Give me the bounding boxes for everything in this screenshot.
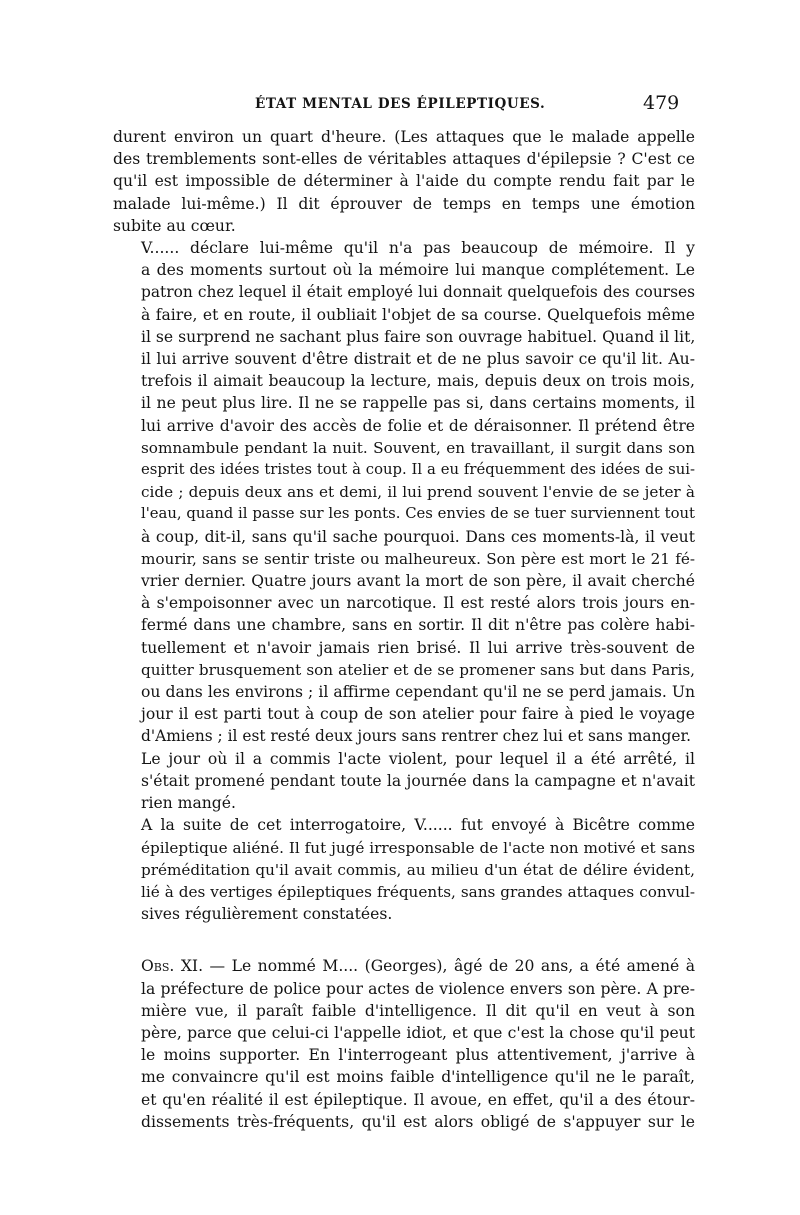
text-line: il lui arrive souvent d'être distrait et de ne plus savoir ce qu'il lit. Au- xyxy=(141,350,695,369)
text-line: jour il est parti tout à coup de son atelier pour faire à pied le voyage xyxy=(141,705,695,724)
text-line: d'Amiens ; il est resté deux jours sans rentrer chez lui et sans manger. xyxy=(141,727,692,746)
text-line: lié à des vertiges épileptiques fréquents, sans grandes attaques convul- xyxy=(141,882,695,901)
text-line: il se surprend ne sachant plus faire son ouvrage habituel. Quand il lit, xyxy=(141,327,696,346)
text-line: rien mangé. xyxy=(141,794,236,813)
text-line: malade lui-même.) Il dit éprouver de temps en temps une émotion xyxy=(113,194,695,213)
text-line: somnambule pendant la nuit. Souvent, en travaillant, il surgit dans son xyxy=(141,438,695,457)
text-line: vrier dernier. Quatre jours avant la mort de son père, il avait cherché xyxy=(141,572,695,591)
text-line: père, parce que celui-ci l'appelle idiot, et que c'est la chose qu'il peut xyxy=(141,1023,695,1042)
text-line: Le jour où il a commis l'acte violent, pour lequel il a été arrêté, il xyxy=(141,749,695,768)
section-gap xyxy=(113,925,695,955)
text-line xyxy=(113,955,695,977)
text-line: trefois il aimait beaucoup la lecture, mais, depuis deux on trois mois, xyxy=(141,372,695,391)
text-line: à coup, dit-il, sans qu'il sache pourquoi. Dans ces moments-là, il veut xyxy=(141,527,695,546)
paragraph-continuation xyxy=(113,126,695,237)
text-line: mière vue, il paraît faible d'intelligence. Il dit qu'il en veut à son xyxy=(141,1001,695,1020)
text-line: ou dans les environs ; il affirme cependant qu'il ne se perd jamais. Un xyxy=(141,683,695,702)
text-line: cide ; depuis deux ans et demi, il lui prend souvent l'envie de se jeter à xyxy=(141,483,695,502)
text-line: durent environ un quart d'heure. (Les attaques que le malade appelle xyxy=(113,128,695,146)
page-number: 479 xyxy=(643,92,680,114)
running-title: ÉTAT MENTAL DES ÉPILEPTIQUES. xyxy=(255,96,546,112)
text-line: épileptique aliéné. Il fut jugé irresponsable de l'acte non motivé et sans xyxy=(141,838,695,857)
paragraph-memory xyxy=(113,237,695,748)
text-line: subite au cœur. xyxy=(113,216,236,235)
text-line: mourir, sans se sentir triste ou malheureux. Son père est mort le 21 fé- xyxy=(141,549,695,568)
paragraph-violent-act xyxy=(113,748,695,815)
text-line: me convaincre qu'il est moins faible d'intelligence qu'il ne le paraît, xyxy=(141,1068,695,1087)
text-line: a des moments surtout où la mémoire lui manque complétement. Le xyxy=(141,261,695,280)
observation-first-line: — Le nommé M.... (Georges), âgé de 20 ans, a été amené à xyxy=(203,957,695,976)
text-line: quitter brusquement son atelier et de se promener sans but dans Paris, xyxy=(141,660,695,679)
text-line: la préfecture de police pour actes de violence envers son père. A pre- xyxy=(141,979,695,998)
body-text xyxy=(113,126,695,1133)
text-line: esprit des idées tristes tout à coup. Il a eu fréquemment des idées de sui- xyxy=(141,461,695,479)
observation-label: Obs. XI. xyxy=(141,957,204,976)
text-line: patron chez lequel il était employé lui donnait quelquefois des courses xyxy=(141,283,695,302)
text-line: il ne peut plus lire. Il ne se rappelle pas si, dans certains moments, il xyxy=(141,394,695,413)
text-line: préméditation qu'il avait commis, au milieu d'un état de délire évident, xyxy=(141,860,695,879)
text-line: le moins supporter. En l'interrogeant plus attentivement, j'arrive à xyxy=(141,1046,695,1065)
text-line: l'eau, quand il passe sur les ponts. Ces envies de se tuer surviennent tout xyxy=(141,505,695,523)
text-line: et qu'en réalité il est épileptique. Il avoue, en effet, qu'il a des étour- xyxy=(141,1090,695,1109)
text-line: V...... déclare lui-même qu'il n'a pas beaucoup de mémoire. Il y xyxy=(141,239,695,258)
text-line: à faire, et en route, il oubliait l'objet de sa course. Quelquefois même xyxy=(141,305,695,324)
text-line: lui arrive d'avoir des accès de folie et de déraisonner. Il prétend être xyxy=(141,416,695,435)
text-line: à s'empoisonner avec un narcotique. Il est resté alors trois jours en- xyxy=(141,594,695,613)
text-line: fermé dans une chambre, sans en sortir. Il dit n'être pas colère habi- xyxy=(141,616,695,635)
running-head xyxy=(0,92,800,120)
text-line: dissements très-fréquents, qu'il est alors obligé de s'appuyer sur le xyxy=(141,1112,695,1131)
observation-xi xyxy=(113,955,695,1133)
text-line: A la suite de cet interrogatoire, V...... fut envoyé à Bicêtre comme xyxy=(141,816,695,835)
text-line: sives régulièrement constatées. xyxy=(141,905,393,924)
text-line: tuellement et n'avoir jamais rien brisé. Il lui arrive très-souvent de xyxy=(141,638,695,657)
text-line: qu'il est impossible de déterminer à l'aide du compte rendu fait par le xyxy=(113,172,695,191)
text-line: s'était promené pendant toute la journée dans la campagne et n'avait xyxy=(141,771,695,790)
text-line: des tremblements sont-elles de véritables attaques d'épilepsie ? C'est ce xyxy=(113,150,695,169)
paragraph-conclusion xyxy=(113,814,695,925)
